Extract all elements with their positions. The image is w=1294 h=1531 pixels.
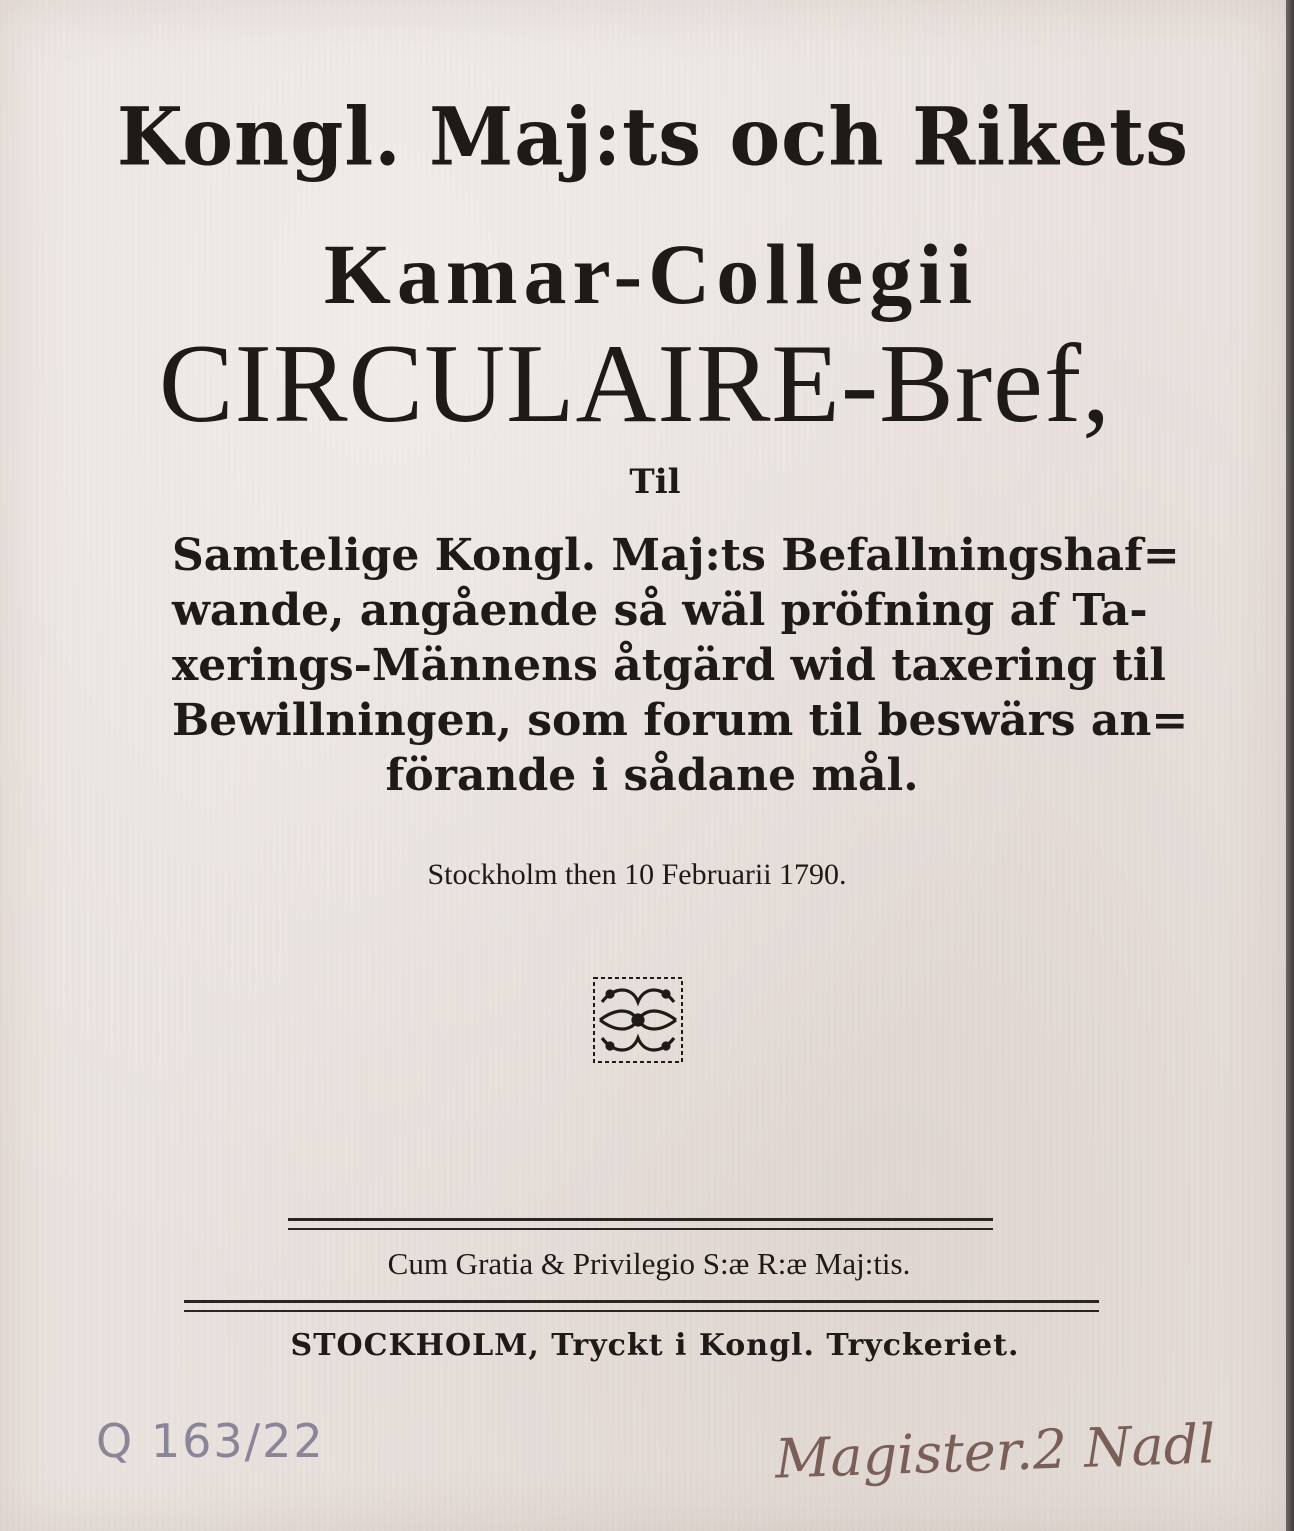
title-line-2: Kamar-Collegii	[323, 226, 978, 322]
privilege-line: Cum Gratia & Privilegio S:æ R:æ Maj:tis.	[387, 1246, 911, 1281]
imprint-line: STOCKHOLM, Tryckt i Kongl. Tryckeriet.	[290, 1328, 1020, 1363]
body-paragraph	[172, 528, 1189, 803]
page-edge	[1286, 0, 1294, 1531]
date-line: Stockholm then 10 Februarii 1790.	[427, 858, 847, 891]
rule-lower-2	[184, 1310, 1099, 1312]
body-line-4: Bewillningen, som forum til beswärs an=	[172, 695, 1189, 746]
addressee-word: Til	[629, 462, 681, 502]
handwritten-note: Magister.2 Nadl	[774, 1412, 1217, 1491]
body-line-3: xerings-Männens åtgärd wid taxering til	[172, 640, 1167, 691]
rule-lower-1	[184, 1300, 1099, 1303]
title-line-1: Kongl. Maj:ts och Rikets	[116, 89, 1190, 184]
body-line-5: förande i sådane mål.	[385, 750, 919, 801]
rule-upper-2	[288, 1228, 993, 1230]
printers-ornament-icon	[588, 972, 688, 1068]
body-line-2: wande, angående så wäl pröfning af Ta-	[172, 585, 1148, 636]
title-line-3: CIRCULAIRE-Bref,	[158, 322, 1112, 446]
body-line-1: Samtelige Kongl. Maj:ts Befallningshaf=	[172, 530, 1180, 581]
rule-upper-1	[288, 1218, 993, 1221]
shelfmark-annotation: Q 163/22	[96, 1414, 325, 1468]
